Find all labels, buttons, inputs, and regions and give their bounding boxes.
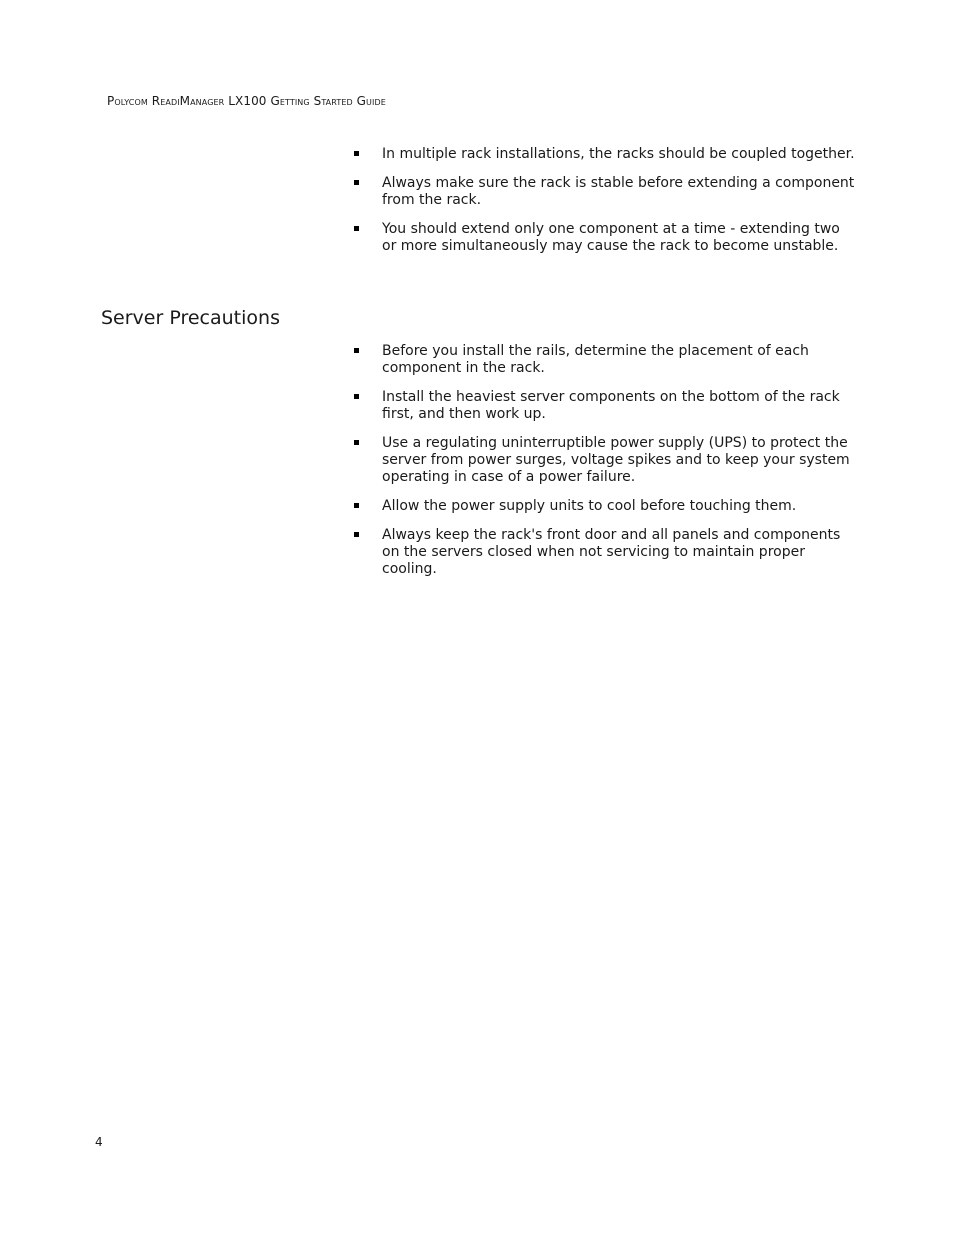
list-item (352, 343, 857, 377)
list-item (352, 389, 857, 423)
square-bullet-icon (354, 348, 359, 353)
list-item (352, 435, 857, 486)
list-item (352, 527, 857, 578)
section-heading: Server Precautions (101, 307, 280, 329)
square-bullet-icon (354, 394, 359, 399)
list-item-text: You should extend only one component at a time - extending two or more simultaneously may cause the rack to become unstable. (382, 221, 840, 254)
square-bullet-icon (354, 226, 359, 231)
square-bullet-icon (354, 440, 359, 445)
list-item-text: In multiple rack installations, the racks should be coupled together. (382, 146, 855, 162)
square-bullet-icon (354, 503, 359, 508)
page-number: 4 (95, 1135, 103, 1149)
list-item (352, 498, 857, 515)
list-item (352, 146, 857, 163)
server-precautions-list (352, 343, 857, 590)
rack-precautions-list (352, 146, 857, 267)
list-item-text: Allow the power supply units to cool before touching them. (382, 498, 797, 514)
list-item-text: Install the heaviest server components on the bottom of the rack first, and then work up. (382, 389, 840, 422)
list-item-text: Use a regulating uninterruptible power supply (UPS) to protect the server from power surges, voltage spikes and to keep your system operating in case of a power failure. (382, 435, 850, 485)
list-item-text: Always keep the rack's front door and all panels and components on the servers closed when not servicing to maintain proper cooling. (382, 527, 841, 577)
square-bullet-icon (354, 151, 359, 156)
list-item-text: Always make sure the rack is stable before extending a component from the rack. (382, 175, 855, 208)
square-bullet-icon (354, 532, 359, 537)
list-item-text: Before you install the rails, determine the placement of each component in the rack. (382, 343, 809, 376)
list-item (352, 175, 857, 209)
square-bullet-icon (354, 180, 359, 185)
running-header: Polycom ReadiManager LX100 Getting Started Guide (107, 94, 386, 108)
list-item (352, 221, 857, 255)
